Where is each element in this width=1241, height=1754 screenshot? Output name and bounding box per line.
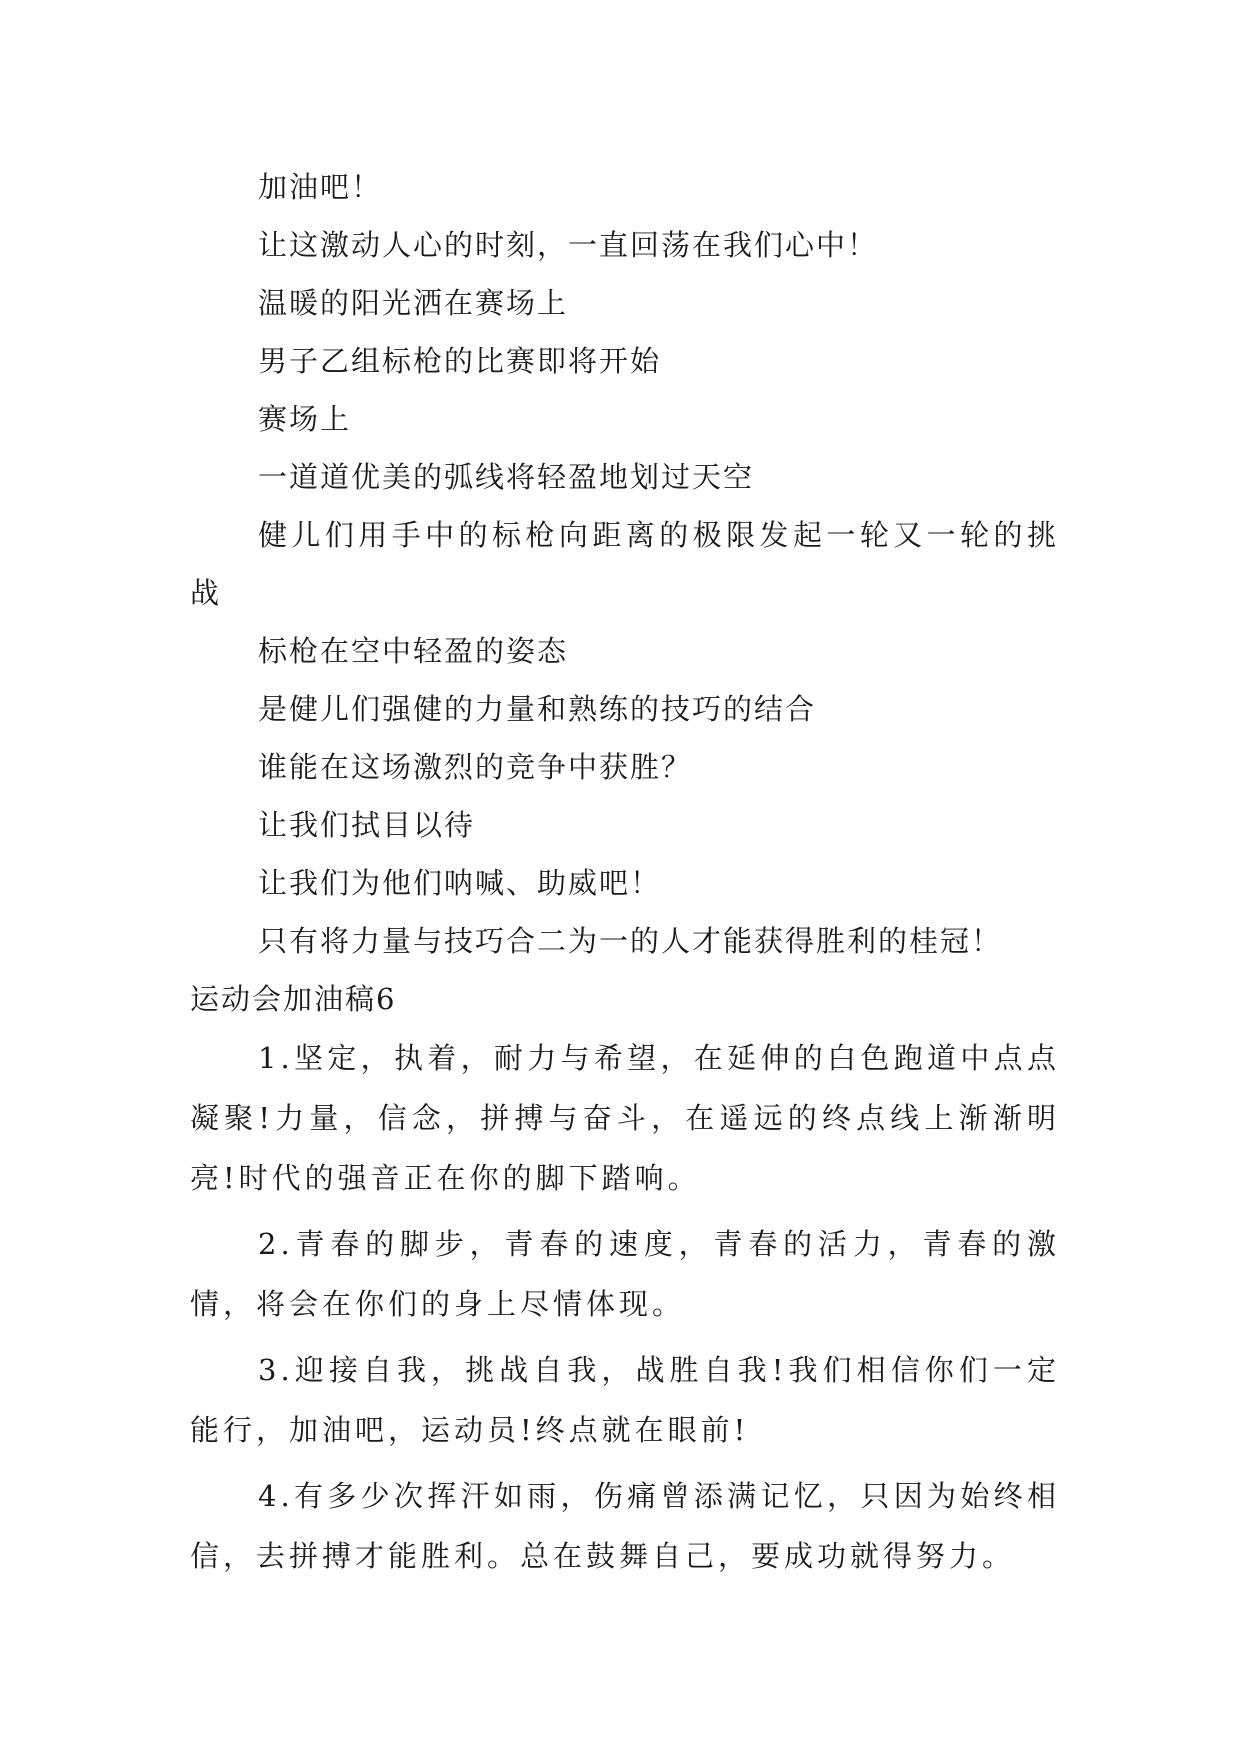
text-line: 是健儿们强健的力量和熟练的技巧的结合: [258, 692, 817, 726]
text-line: 加油吧！: [258, 170, 383, 204]
text-line: 一道道优美的弧线将轻盈地划过天空: [258, 460, 755, 494]
numbered-paragraph-3: 3.迎接自我，挑战自我，战胜自我!我们相信你们一定能行，加油吧，运动员!终点就在眼前!: [190, 1353, 1060, 1447]
text-line: 男子乙组标枪的比赛即将开始: [258, 344, 662, 378]
document-page: [190, 158, 1060, 1586]
text-line: 让我们拭目以待: [258, 808, 476, 842]
numbered-paragraph-2: 2.青春的脚步，青春的速度，青春的活力，青春的激情，将会在你们的身上尽情体现。: [190, 1227, 1060, 1321]
text-line: 标枪在空中轻盈的姿态: [258, 634, 569, 668]
text-line: 让这激动人心的时刻，一直回荡在我们心中！: [258, 228, 879, 262]
text-line: 温暖的阳光洒在赛场上: [258, 286, 569, 320]
numbered-paragraph-4: 4.有多少次挥汗如雨，伤痛曾添满记忆，只因为始终相信，去拼搏才能胜利。总在鼓舞自己，要成功就得努力。: [190, 1479, 1060, 1573]
text-line: 让我们为他们呐喊、助威吧！: [258, 866, 662, 900]
numbered-paragraph-1: 1.坚定，执着，耐力与希望，在延伸的白色跑道中点点凝聚!力量，信念，拼搏与奋斗，在遥远的终点线上渐渐明亮!时代的强音正在你的脚下踏响。: [190, 1041, 1060, 1195]
text-line: 赛场上: [258, 402, 352, 436]
text-line: 只有将力量与技巧合二为一的人才能获得胜利的桂冠！: [258, 924, 1003, 958]
paragraph-challenge: 健儿们用手中的标枪向距离的极限发起一轮又一轮的挑战: [190, 518, 1060, 610]
section-heading: 运动会加油稿6: [190, 982, 397, 1016]
text-line: 谁能在这场激烈的竞争中获胜？: [258, 750, 693, 784]
